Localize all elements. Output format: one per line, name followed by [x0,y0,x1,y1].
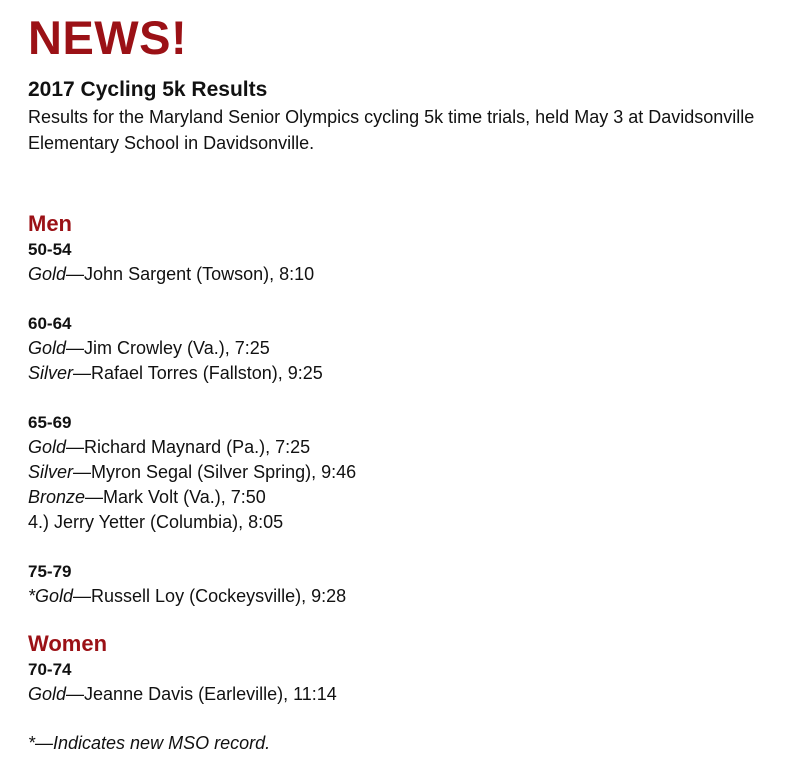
medal-label: Silver [28,363,74,383]
medal-label: Gold [28,684,67,704]
result-line [28,336,788,361]
age-group-label: 70-74 [28,660,72,679]
result-text: —Rafael Torres (Fallston), 9:25 [73,363,323,383]
result-line [28,584,788,609]
medal-label: *Gold [28,586,74,606]
result-line [28,460,788,485]
results-section-women [28,631,788,707]
section-title: Women [28,631,108,656]
age-group [28,657,788,707]
age-group [28,311,788,386]
result-text: —Jeanne Davis (Earleville), 11:14 [66,684,337,704]
age-group-label: 65-69 [28,413,72,432]
result-text: —Richard Maynard (Pa.), 7:25 [66,437,311,457]
age-group-label: 60-64 [28,314,72,333]
medal-label: Silver [28,462,74,482]
results-sections [28,211,788,707]
medal-label: Gold [28,338,67,358]
footnote: *—Indicates new MSO record. [28,733,271,753]
medal-label: Bronze [28,487,86,507]
result-text: 4.) Jerry Yetter (Columbia), 8:05 [28,512,284,532]
age-group [28,237,788,287]
medal-label: Gold [28,264,67,284]
results-section-men [28,211,788,609]
age-group-label: 50-54 [28,240,72,259]
article-headline: 2017 Cycling 5k Results [28,78,268,101]
result-text: —Myron Segal (Silver Spring), 9:46 [73,462,357,482]
article-intro: Results for the Maryland Senior Olympics cycling 5k time trials, held May 3 at Davidsonville Elementary School in Davidsonville. [28,107,755,153]
result-text: —Russell Loy (Cockeysville), 9:28 [73,586,347,606]
age-group [28,410,788,535]
result-line [28,485,788,510]
result-line [28,262,788,287]
medal-label: Gold [28,437,67,457]
section-title: Men [28,211,72,236]
result-line [28,682,788,707]
news-page [28,0,788,756]
result-line [28,510,788,535]
result-text: —Jim Crowley (Va.), 7:25 [66,338,270,358]
result-text: —John Sargent (Towson), 8:10 [66,264,315,284]
age-group [28,559,788,609]
masthead-title: NEWS! [28,11,188,64]
age-group-label: 75-79 [28,562,72,581]
result-line [28,361,788,386]
result-line [28,435,788,460]
result-text: —Mark Volt (Va.), 7:50 [85,487,266,507]
